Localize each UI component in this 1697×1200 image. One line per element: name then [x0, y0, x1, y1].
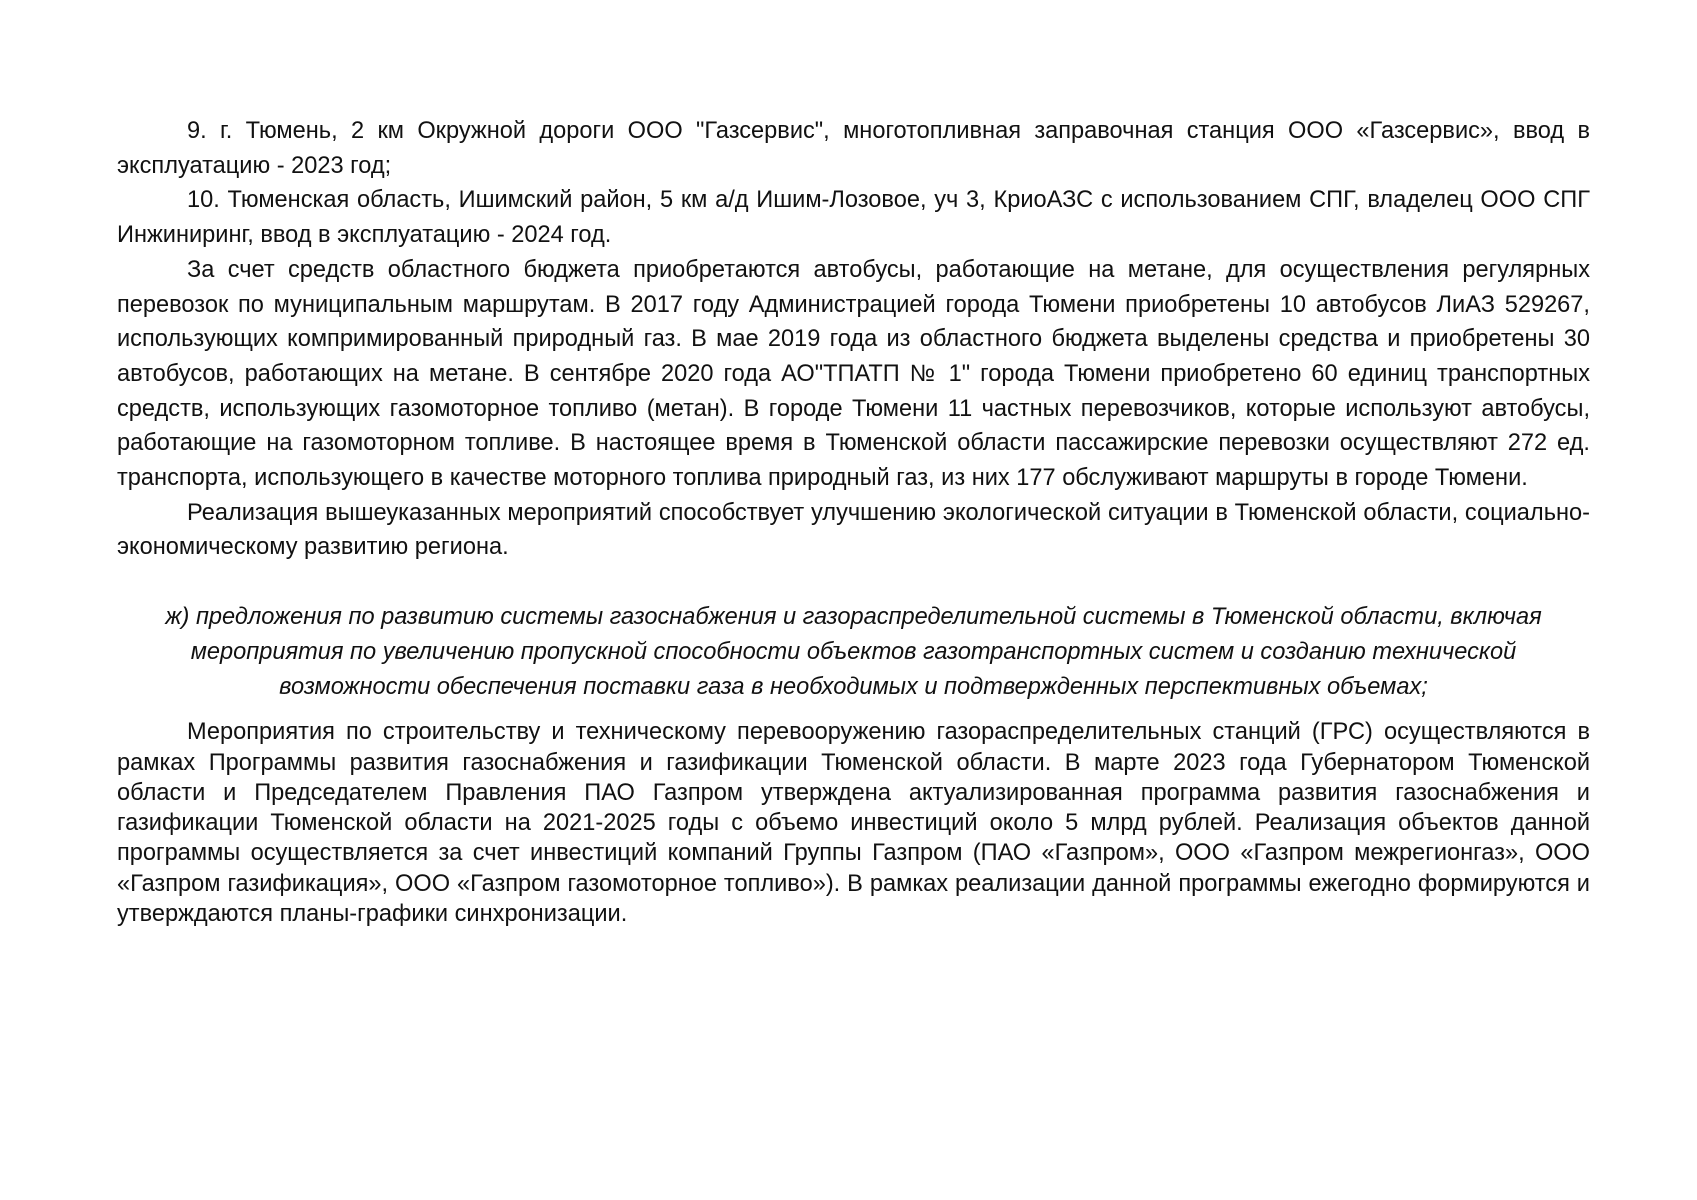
section-heading: ж) предложения по развитию системы газоснабжения и газораспределительной системы в Тюменской области, включая мероприятия по увеличению пропускной способности объектов газотранспортных систем и созданию технической возможности обеспечения поставки газа в необходимых и подтвержденных перспективных объемах;	[165, 604, 1542, 700]
document-page	[117, 114, 1590, 929]
paragraph-item-10: 10. Тюменская область, Ишимский район, 5 км а/д Ишим-Лозовое, уч 3, КриоАЗС с использованием СПГ, владелец ООО СПГ Инжиниринг, ввод в эксплуатацию - 2024 год.	[117, 187, 1590, 249]
paragraph-conclusion: Реализация вышеуказанных мероприятий способствует улучшению экологической ситуации в Тюменской области, социально-экономическому развитию региона.	[117, 499, 1590, 561]
paragraph-item-9: 9. г. Тюмень, 2 км Окружной дороги ООО "Газсервис", многотопливная заправочная станция ООО «Газсервис», ввод в эксплуатацию - 2023 год;	[117, 118, 1590, 179]
paragraph-buses: За счет средств областного бюджета приобретаются автобусы, работающие на метане, для осуществления регулярных перевозок по муниципальным маршрутам. В 2017 году Администрацией города Тюмени приобретены 10 автобусов ЛиАЗ 529267, использующих компримированный природный газ. В мае 2019 года из областного бюджета выделены средства и приобретены 30 автобусов, работающих на метане. В сентябре 2020 года АО"ТПАТП № 1" города Тюмени приобретено 60 единиц транспортных средств, использующих газомоторное топливо (метан). В городе Тюмени 11 частных перевозчиков, которые используют автобусы, работающие на газомоторном топливе. В настоящее время в Тюменской области пассажирские перевозки осуществляют 272 ед. транспорта, использующего в качестве моторного топлива природный газ, из них 177 обслуживают маршруты в городе Тюмени.	[117, 256, 1590, 492]
paragraph-grs: Мероприятия по строительству и техническому перевооружению газораспределительных станций (ГРС) осуществляются в рамках Программы развития газоснабжения и газификации Тюменской области. В марте 2023 года Губернатором Тюменской области и Председателем Правления ПАО Газпром утверждена актуализированная программа развития газоснабжения и газификации Тюменской области на 2021-2025 годы с объемо инвестиций около 5 млрд рублей. Реализация объектов данной программы осуществляется за счет инвестиций компаний Группы Газпром (ПАО «Газпром», ООО «Газпром межрегионгаз», ООО «Газпром газификация», ООО «Газпром газомоторное топливо»). В рамках реализации данной программы ежегодно формируются и утверждаются планы-графики синхронизации.	[117, 719, 1590, 928]
section-gap	[117, 565, 1590, 600]
